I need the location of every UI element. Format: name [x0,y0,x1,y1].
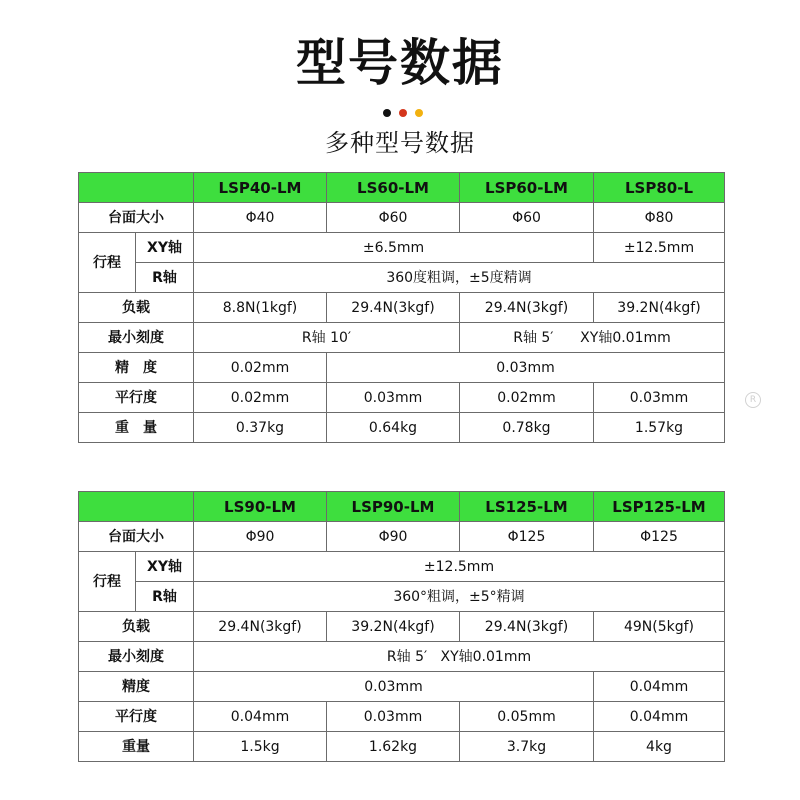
table-cell: 29.4N(3kgf) [460,612,594,642]
row-label: 台面大小 [79,203,194,233]
sub-label: R轴 [136,582,194,612]
spec-table-1 [78,172,725,443]
table-cell: 0.78kg [460,413,594,443]
table-cell: 0.02mm [194,353,327,383]
row-label: 重量 [79,732,194,762]
table-cell: 0.04mm [594,672,725,702]
table-header-row [79,173,725,203]
table-cell: 0.03mm [327,353,725,383]
table-cell: R轴 5′ XY轴0.01mm [194,642,725,672]
row-label: 行程 [79,552,136,612]
table-cell: 49N(5kgf) [594,612,725,642]
table-cell: 0.02mm [194,383,327,413]
table-cell: 1.5kg [194,732,327,762]
spec-table-2 [78,491,725,762]
model-name: LS60-LM [327,173,460,203]
page-subtitle: 多种型号数据 [325,129,475,157]
table-row [79,233,725,263]
header-blank-cell [79,492,194,522]
table-cell: 1.62kg [327,732,460,762]
row-label: 重 量 [79,413,194,443]
model-name: LSP40-LM [194,173,327,203]
registered-mark-icon: R [745,392,761,408]
table-cell: R轴 10′ [194,323,460,353]
table-cell: 39.2N(4kgf) [327,612,460,642]
table-cell: Φ80 [594,203,725,233]
table-cell: 0.04mm [194,702,327,732]
row-label: 负载 [79,293,194,323]
model-name: LS125-LM [460,492,594,522]
table-cell: Φ90 [327,522,460,552]
row-label: 精 度 [79,353,194,383]
dot-yellow [415,109,423,117]
row-label: 精度 [79,672,194,702]
table-cell: 0.05mm [460,702,594,732]
table-cell: 360度粗调，±5度精调 [194,263,725,293]
table-cell: ±6.5mm [194,233,594,263]
model-name: LSP60-LM [460,173,594,203]
table-cell: Φ90 [194,522,327,552]
dot-red [399,109,407,117]
row-label: 负载 [79,612,194,642]
table-row [79,353,725,383]
table-row [79,293,725,323]
model-name: LSP80-L [594,173,725,203]
table-row [79,702,725,732]
table-cell: 3.7kg [460,732,594,762]
table-cell: 0.04mm [594,702,725,732]
row-label: 平行度 [79,702,194,732]
table-cell: 0.02mm [460,383,594,413]
row-label: 行程 [79,233,136,293]
model-name: LSP125-LM [594,492,725,522]
sub-label: XY轴 [136,233,194,263]
table-cell: R轴 5′ XY轴0.01mm [460,323,725,353]
table-row [79,263,725,293]
table-row [79,582,725,612]
table-cell: Φ125 [594,522,725,552]
table-cell: 0.03mm [194,672,594,702]
model-name: LS90-LM [194,492,327,522]
sub-label: R轴 [136,263,194,293]
table-cell: ±12.5mm [594,233,725,263]
table-row [79,612,725,642]
table-header-row [79,492,725,522]
row-label: 平行度 [79,383,194,413]
table-cell: 39.2N(4kgf) [594,293,725,323]
dot-black [383,109,391,117]
table-row [79,672,725,702]
table-cell: 29.4N(3kgf) [327,293,460,323]
row-label: 最小刻度 [79,642,194,672]
table-cell: 0.03mm [327,383,460,413]
table-row [79,383,725,413]
table-cell: 29.4N(3kgf) [194,612,327,642]
table-cell: 1.57kg [594,413,725,443]
table-cell: 29.4N(3kgf) [460,293,594,323]
page-title: 型号数据 [296,34,504,92]
table-cell: 8.8N(1kgf) [194,293,327,323]
table-cell: 4kg [594,732,725,762]
header-blank-cell [79,173,194,203]
table-cell: Φ60 [327,203,460,233]
table-row [79,552,725,582]
table-cell: Φ125 [460,522,594,552]
table-cell: ±12.5mm [194,552,725,582]
table-cell: 0.37kg [194,413,327,443]
table-cell: 0.64kg [327,413,460,443]
table-row [79,203,725,233]
sub-label: XY轴 [136,552,194,582]
table-row [79,522,725,552]
table-row [79,732,725,762]
row-label: 最小刻度 [79,323,194,353]
table-row [79,642,725,672]
table-row [79,323,725,353]
table-cell: Φ60 [460,203,594,233]
table-cell: 360°粗调，±5°精调 [194,582,725,612]
table-cell: 0.03mm [327,702,460,732]
table-cell: Φ40 [194,203,327,233]
model-name: LSP90-LM [327,492,460,522]
table-row [79,413,725,443]
row-label: 台面大小 [79,522,194,552]
table-cell: 0.03mm [594,383,725,413]
